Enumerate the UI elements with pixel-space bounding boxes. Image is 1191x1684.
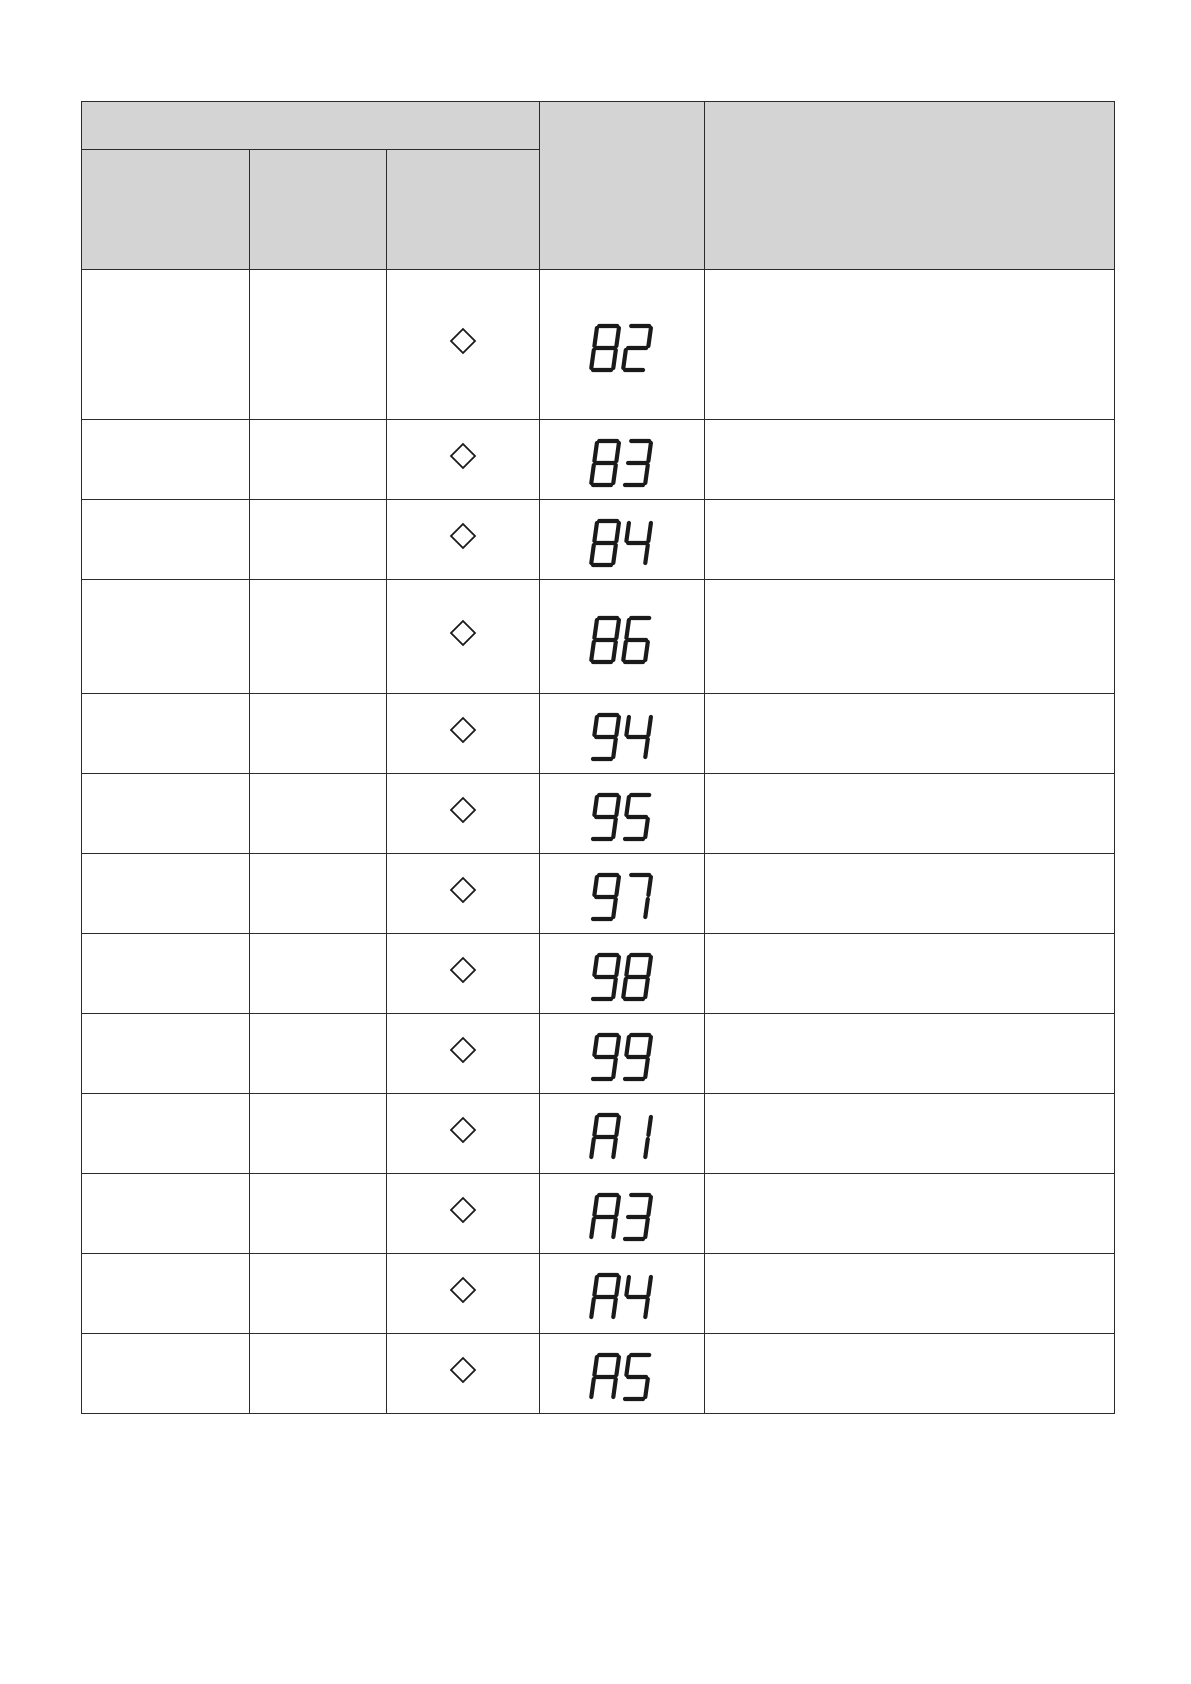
lcd-segment [594,1277,597,1295]
diamond-outline-icon [448,1035,478,1065]
lcd-segment [594,1357,597,1375]
code-cell [540,1254,705,1334]
empty-cell [250,694,387,774]
lcd-segment [648,877,651,895]
lcd-segment [594,1117,597,1135]
lcd-segment [594,523,597,541]
indicator-cell [387,694,540,774]
lcd-segment [613,642,616,660]
lcd-segment [616,620,619,638]
description-cell [705,1014,1115,1094]
table-row [82,1334,1115,1414]
header-sub-cell-1 [82,150,250,270]
lcd-segment [626,1037,629,1055]
code-cell [540,774,705,854]
description-cell [705,854,1115,934]
diamond-outline-icon [448,1275,478,1305]
lcd-segment [616,1357,619,1375]
description-cell [705,580,1115,694]
lcd-code-text: A5 [587,1351,589,1353]
lcd-code-display [587,872,657,924]
lcd-segment [613,819,616,837]
diamond-outline-icon [448,326,478,356]
description-cell [705,1174,1115,1254]
code-cell [540,934,705,1014]
header-group-cell [82,102,540,150]
empty-cell [82,1254,250,1334]
error-code-table [81,101,1115,1414]
lcd-segment [645,819,648,837]
lcd-segment [648,328,651,346]
lcd-code-display [587,615,657,667]
lcd-code-display [587,438,657,490]
description-cell [705,774,1115,854]
lcd-code-text: 99 [587,1031,589,1033]
indicator-cell [387,1334,540,1414]
code-cell [540,1014,705,1094]
header-sub-cell-2 [250,150,387,270]
description-cell [705,500,1115,580]
diamond-outline-icon [448,1195,478,1225]
table-row [82,774,1115,854]
lcd-segment [648,443,651,461]
lcd-segment [645,899,648,917]
lcd-code-display [587,323,657,375]
table-row [82,420,1115,500]
diamond-outline-icon [448,955,478,985]
lcd-segment [594,957,597,975]
empty-cell [82,1334,250,1414]
lcd-segment [613,1379,616,1397]
description-cell [705,694,1115,774]
lcd-segment [613,739,616,757]
header-row-1 [82,102,1115,150]
lcd-code-text: A1 [587,1111,589,1113]
indicator-cell [387,774,540,854]
lcd-segment [616,1277,619,1295]
lcd-code-display [587,952,657,1004]
lcd-segment [648,717,651,735]
code-cell [540,1094,705,1174]
table-body [82,270,1115,1414]
lcd-code-display [587,1032,657,1084]
diamond-outline-icon [448,441,478,471]
indicator-cell [387,580,540,694]
lcd-segment [616,523,619,541]
lcd-code-text: 84 [587,517,589,519]
empty-cell [250,580,387,694]
table-row [82,854,1115,934]
code-cell [540,854,705,934]
lcd-code-display [587,792,657,844]
lcd-segment [616,877,619,895]
empty-cell [250,420,387,500]
lcd-code-display [587,1112,657,1164]
lcd-segment [648,1197,651,1215]
table-row [82,1094,1115,1174]
description-cell [705,1094,1115,1174]
lcd-code-display [587,1192,657,1244]
indicator-cell [387,934,540,1014]
description-cell [705,420,1115,500]
header-description-cell [705,102,1115,270]
empty-cell [82,694,250,774]
empty-cell [82,580,250,694]
empty-cell [250,270,387,420]
empty-cell [250,774,387,854]
lcd-segment [645,1139,648,1157]
code-cell [540,270,705,420]
lcd-segment [645,1059,648,1077]
indicator-cell [387,1094,540,1174]
lcd-segment [648,1037,651,1055]
code-cell [540,580,705,694]
header-display-cell [540,102,705,270]
lcd-code-display [587,1272,657,1324]
lcd-segment [616,1037,619,1055]
empty-cell [82,1094,250,1174]
lcd-segment [616,328,619,346]
lcd-segment [645,642,648,660]
code-cell [540,420,705,500]
lcd-segment [591,1299,594,1317]
lcd-segment [613,1219,616,1237]
lcd-code-text: A4 [587,1271,589,1273]
diamond-outline-icon [448,715,478,745]
lcd-segment [616,797,619,815]
description-cell [705,1254,1115,1334]
diamond-outline-icon [448,795,478,825]
empty-cell [82,420,250,500]
lcd-segment [645,1299,648,1317]
lcd-code-text: A3 [587,1191,589,1193]
lcd-segment [591,545,594,563]
lcd-segment [623,350,626,368]
description-cell [705,1334,1115,1414]
lcd-segment [594,877,597,895]
lcd-code-text: 97 [587,871,589,873]
lcd-segment [645,979,648,997]
table-row [82,694,1115,774]
empty-cell [250,1094,387,1174]
lcd-segment [594,620,597,638]
lcd-segment [613,350,616,368]
empty-cell [250,1174,387,1254]
lcd-segment [594,328,597,346]
empty-cell [82,1014,250,1094]
code-cell [540,500,705,580]
lcd-code-display [587,712,657,764]
lcd-segment [594,717,597,735]
lcd-code-text: 86 [587,614,589,616]
table-row [82,934,1115,1014]
lcd-segment [591,465,594,483]
lcd-segment [645,545,648,563]
lcd-segment [594,443,597,461]
lcd-segment [645,465,648,483]
lcd-segment [616,1197,619,1215]
lcd-segment [616,717,619,735]
indicator-cell [387,500,540,580]
lcd-code-text: 94 [587,711,589,713]
empty-cell [82,500,250,580]
diamond-outline-icon [448,1355,478,1385]
indicator-cell [387,270,540,420]
lcd-segment [613,1059,616,1077]
table-row [82,500,1115,580]
lcd-segment [645,1219,648,1237]
lcd-segment [626,523,629,541]
empty-cell [82,934,250,1014]
indicator-cell [387,1014,540,1094]
lcd-segment [613,1299,616,1317]
table-row [82,1014,1115,1094]
empty-cell [250,1254,387,1334]
lcd-code-display [587,1352,657,1404]
lcd-segment [626,620,629,638]
lcd-code-text: 83 [587,437,589,439]
indicator-cell [387,854,540,934]
lcd-segment [591,350,594,368]
table-row [82,1254,1115,1334]
lcd-segment [626,957,629,975]
diamond-outline-icon [448,521,478,551]
lcd-segment [591,1219,594,1237]
lcd-segment [613,979,616,997]
lcd-segment [645,1379,648,1397]
lcd-segment [645,739,648,757]
table-row [82,580,1115,694]
lcd-segment [648,1117,651,1135]
empty-cell [82,1174,250,1254]
lcd-segment [648,957,651,975]
lcd-segment [626,717,629,735]
diamond-outline-icon [448,618,478,648]
empty-cell [250,854,387,934]
lcd-segment [623,642,626,660]
description-cell [705,934,1115,1014]
lcd-segment [613,545,616,563]
description-cell [705,270,1115,420]
empty-cell [82,854,250,934]
empty-cell [82,774,250,854]
indicator-cell [387,1254,540,1334]
lcd-segment [648,1277,651,1295]
lcd-segment [591,1379,594,1397]
lcd-segment [616,1117,619,1135]
empty-cell [250,1014,387,1094]
lcd-segment [594,797,597,815]
lcd-segment [616,443,619,461]
lcd-code-text: 95 [587,791,589,793]
code-cell [540,1174,705,1254]
indicator-cell [387,420,540,500]
empty-cell [250,934,387,1014]
lcd-segment [594,1197,597,1215]
lcd-code-text: 82 [587,322,589,324]
code-cell [540,694,705,774]
empty-cell [250,500,387,580]
empty-cell [250,1334,387,1414]
diamond-outline-icon [448,1115,478,1145]
lcd-segment [626,797,629,815]
table-row [82,1174,1115,1254]
lcd-segment [613,1139,616,1157]
lcd-segment [616,957,619,975]
lcd-code-text: 98 [587,951,589,953]
lcd-segment [623,979,626,997]
indicator-cell [387,1174,540,1254]
empty-cell [82,270,250,420]
lcd-segment [626,1357,629,1375]
lcd-segment [626,1277,629,1295]
table-row [82,270,1115,420]
lcd-segment [591,642,594,660]
lcd-segment [594,1037,597,1055]
lcd-segment [613,899,616,917]
code-cell [540,1334,705,1414]
lcd-segment [648,523,651,541]
header-sub-cell-3 [387,150,540,270]
diamond-outline-icon [448,875,478,905]
lcd-segment [591,1139,594,1157]
lcd-segment [613,465,616,483]
lcd-code-display [587,518,657,570]
